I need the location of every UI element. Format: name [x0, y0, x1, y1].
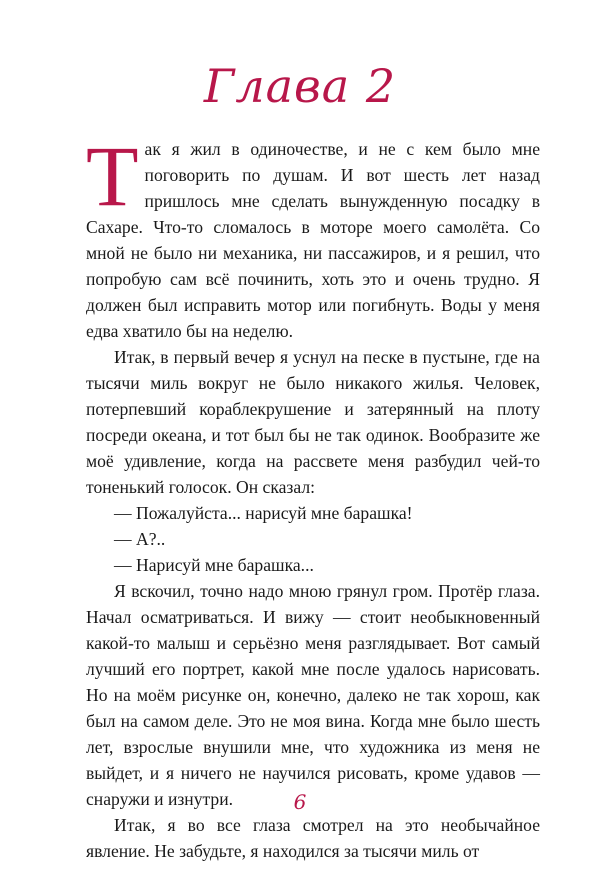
chapter-title: Глава 2 [203, 59, 397, 113]
paragraph-3: Я вскочил, точно надо мною грянул гром. Протёр глаза. Начал осматриваться. И вижу — стоит необыкновенный какой-то малыш и серьёзно меня разглядывает. Вот самый лучший его портрет, какой мне после удалось нарисовать. Но на моём рисунке он, конечно, далеко не так хорош, как был на самом деле. Это не моя вина. Когда мне было шесть лет, взрослые внушили мне, что художника из меня не выйдет, и я ничего не научился рисовать, кроме удавов — снаружи и изнутри. [86, 581, 540, 809]
page-number: 6 [293, 790, 307, 814]
paragraph-4: Итак, я во все глаза смотрел на это необычайное явление. Не забудьте, я находился за тысячи миль от [86, 815, 540, 861]
body-text [86, 128, 540, 864]
dialogue-line-3: — Нарисуй мне барашка... [114, 555, 314, 575]
paragraph-1-text: ак я жил в одиночестве, и не с кем было мне поговорить по душам. И вот шесть лет назад пришлось мне сделать вынужденную посадку в Сахаре. Что-то сломалось в моторе моего самолёта. Со мной не было ни механика, ни пассажиров, и я решил, что попробую сам всё починить, хоть это и очень трудно. Я должен был исправить мотор или погибнуть. Воды у меня едва хватило бы на неделю. [86, 139, 540, 341]
dialogue-line-1: — Пожалуйста... нарисуй мне барашка! [114, 503, 413, 523]
dialogue-line-2: — А?.. [114, 529, 166, 549]
paragraph-2: Итак, в первый вечер я уснул на песке в пустыне, где на тысячи миль вокруг не было никакого жилья. Человек, потерпевший кораблекрушение и затерянный на плоту посреди океана, и тот был бы не так одинок. Вообразите же моё удивление, когда на рассвете меня разбудил чей-то тоненький голосок. Он сказал: [86, 347, 540, 497]
drop-cap: Т [86, 128, 139, 224]
paragraph-1 [86, 128, 540, 344]
